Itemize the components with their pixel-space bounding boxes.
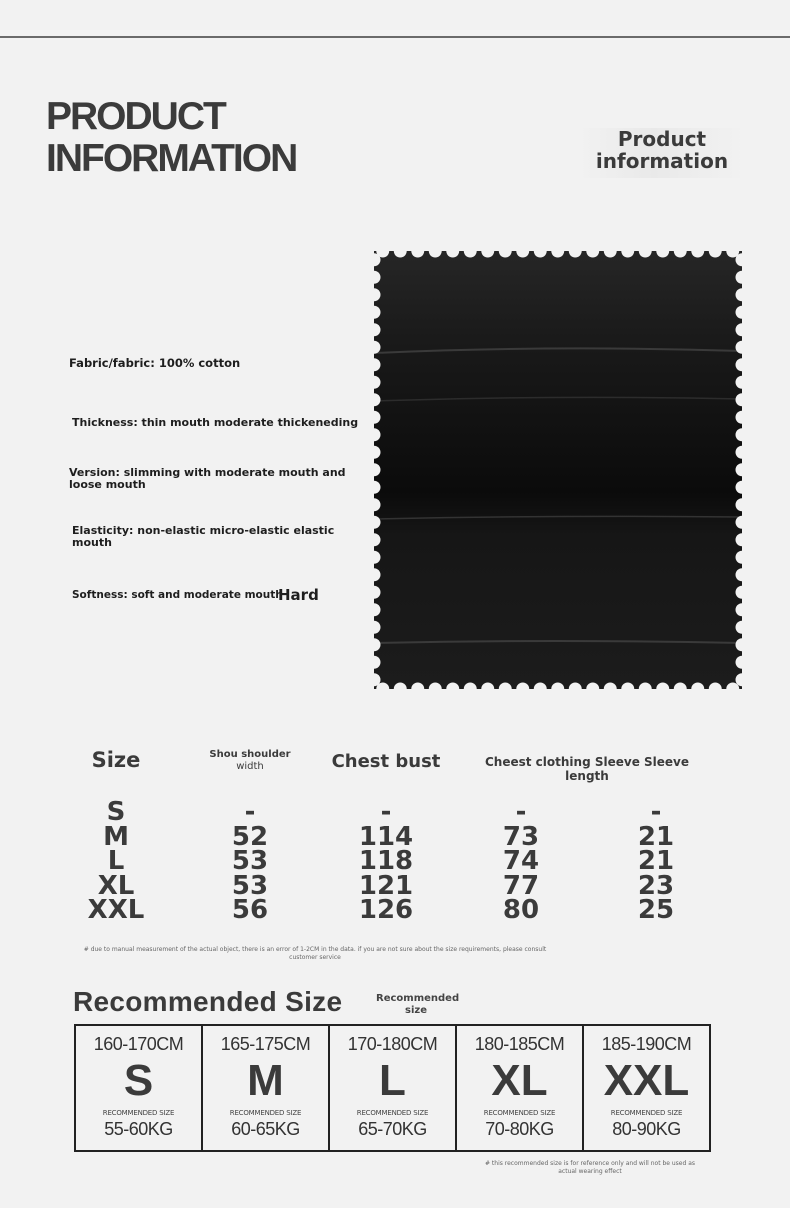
page-title-line1: PRODUCT	[46, 95, 225, 138]
shoulder-cell: 53	[231, 846, 269, 876]
chest-cell: 114	[358, 821, 414, 852]
shoulder-cell: -	[244, 797, 256, 827]
recommended-size-letter: XXL	[603, 1056, 690, 1105]
shoulder-column	[215, 797, 285, 925]
clothing-cell: 80	[502, 895, 540, 925]
recommended-size-letter: L	[379, 1056, 406, 1105]
badge-line1: Product	[617, 127, 707, 151]
recommended-height: 180-185CM	[474, 1034, 565, 1054]
sleeve-cell: 21	[637, 821, 675, 852]
chest-cell: 118	[358, 846, 414, 876]
product-information-badge	[578, 128, 746, 178]
recommended-size-label: RECOMMENDED SIZE	[356, 1109, 429, 1117]
recommended-weight: 80-90KG	[612, 1119, 681, 1139]
attr-elasticity-line2: mouth	[72, 536, 112, 549]
attr-version-line2: loose mouth	[69, 478, 146, 491]
attr-thickness: Thickness: thin mouth moderate thickeneding	[72, 416, 359, 429]
shoulder-header-line2: width	[236, 761, 264, 772]
shoulder-cell: 52	[231, 821, 269, 852]
recommended-size-letter: XL	[491, 1056, 548, 1105]
recommended-size-table	[74, 1024, 711, 1152]
top-divider	[0, 36, 790, 38]
recommended-size-label: RECOMMENDED SIZE	[610, 1109, 683, 1117]
badge-line2: information	[595, 149, 729, 173]
sleeve-cell: 25	[637, 895, 675, 925]
recommended-size-letter: M	[247, 1056, 284, 1105]
size-column	[85, 797, 147, 925]
recommended-small-line1: Recommended	[376, 993, 460, 1004]
size-cell: L	[107, 846, 125, 876]
size-cell: XXL	[87, 895, 145, 925]
recommended-size-label: RECOMMENDED SIZE	[483, 1109, 556, 1117]
attr-version-line1: Version: slimming with moderate mouth and	[69, 466, 346, 479]
recommended-weight: 60-65KG	[231, 1119, 300, 1139]
clothing-column	[485, 797, 557, 925]
clothing-cell: 73	[502, 821, 540, 852]
recommended-height: 185-190CM	[601, 1034, 692, 1054]
recommended-weight: 65-70KG	[358, 1119, 427, 1139]
recommended-weight: 70-80KG	[485, 1119, 554, 1139]
clothing-cell: -	[515, 797, 527, 827]
recommended-weight: 55-60KG	[104, 1119, 173, 1139]
measurement-note-line2: customer service	[289, 954, 341, 961]
chest-cell: -	[380, 797, 392, 827]
size-cell: XL	[97, 870, 135, 901]
sleeve-column	[620, 797, 692, 925]
shoulder-cell: 56	[231, 895, 269, 925]
chest-cell: 121	[358, 870, 414, 901]
recommended-note-line2: actual wearing effect	[558, 1168, 622, 1175]
clothing-sleeve-header: Cheest clothing Sleeve Sleeve length	[484, 755, 690, 783]
recommended-cell	[330, 1026, 457, 1150]
size-header: Size	[91, 748, 141, 772]
recommended-note-line1: # this recommended size is for reference only and will not be used as	[484, 1160, 696, 1167]
attr-softness: Softness: soft and moderate mouth	[72, 589, 283, 601]
recommended-cell	[203, 1026, 330, 1150]
recommended-size-small	[376, 993, 460, 1017]
shoulder-header	[200, 749, 300, 773]
measurement-note	[60, 946, 570, 962]
page-title-line2: INFORMATION	[46, 137, 297, 180]
attr-version	[69, 467, 346, 491]
shoulder-cell: 53	[231, 870, 269, 901]
size-cell: M	[103, 821, 129, 852]
clothing-cell: 74	[502, 846, 540, 876]
shoulder-header-line1: Shou shoulder	[209, 749, 291, 760]
recommended-cell	[584, 1026, 709, 1150]
recommended-height: 170-180CM	[347, 1034, 438, 1054]
recommended-height: 160-170CM	[93, 1034, 184, 1054]
recommended-size-title: Recommended Size	[73, 986, 343, 1017]
chest-cell: 126	[358, 895, 414, 925]
clothing-cell: 77	[502, 870, 540, 901]
sleeve-cell: 23	[637, 870, 675, 901]
attr-softness-hard: Hard	[278, 586, 319, 604]
recommended-height: 165-175CM	[220, 1034, 311, 1054]
attr-elasticity	[72, 525, 334, 549]
chest-column	[350, 797, 422, 925]
chest-header: Chest bust	[331, 751, 441, 772]
attr-fabric: Fabric/fabric: 100% cotton	[69, 356, 241, 370]
recommended-size-letter: S	[123, 1056, 154, 1105]
page-title	[46, 96, 296, 180]
recommended-cell	[457, 1026, 584, 1150]
recommended-size-label: RECOMMENDED SIZE	[102, 1109, 175, 1117]
recommended-small-line2: size	[405, 1005, 427, 1016]
fabric-swatch-image	[374, 251, 742, 689]
size-cell: S	[106, 797, 126, 827]
sleeve-cell: -	[650, 797, 662, 827]
sleeve-cell: 21	[637, 846, 675, 876]
attr-elasticity-line1: Elasticity: non-elastic micro-elastic elastic	[72, 524, 335, 537]
recommended-size-label: RECOMMENDED SIZE	[229, 1109, 302, 1117]
recommended-note	[440, 1160, 740, 1176]
measurement-note-line1: # due to manual measurement of the actual object, there is an error of 1-2CM in the data. if you are not sure about the size requirements, please consult	[83, 946, 547, 953]
recommended-cell	[76, 1026, 203, 1150]
